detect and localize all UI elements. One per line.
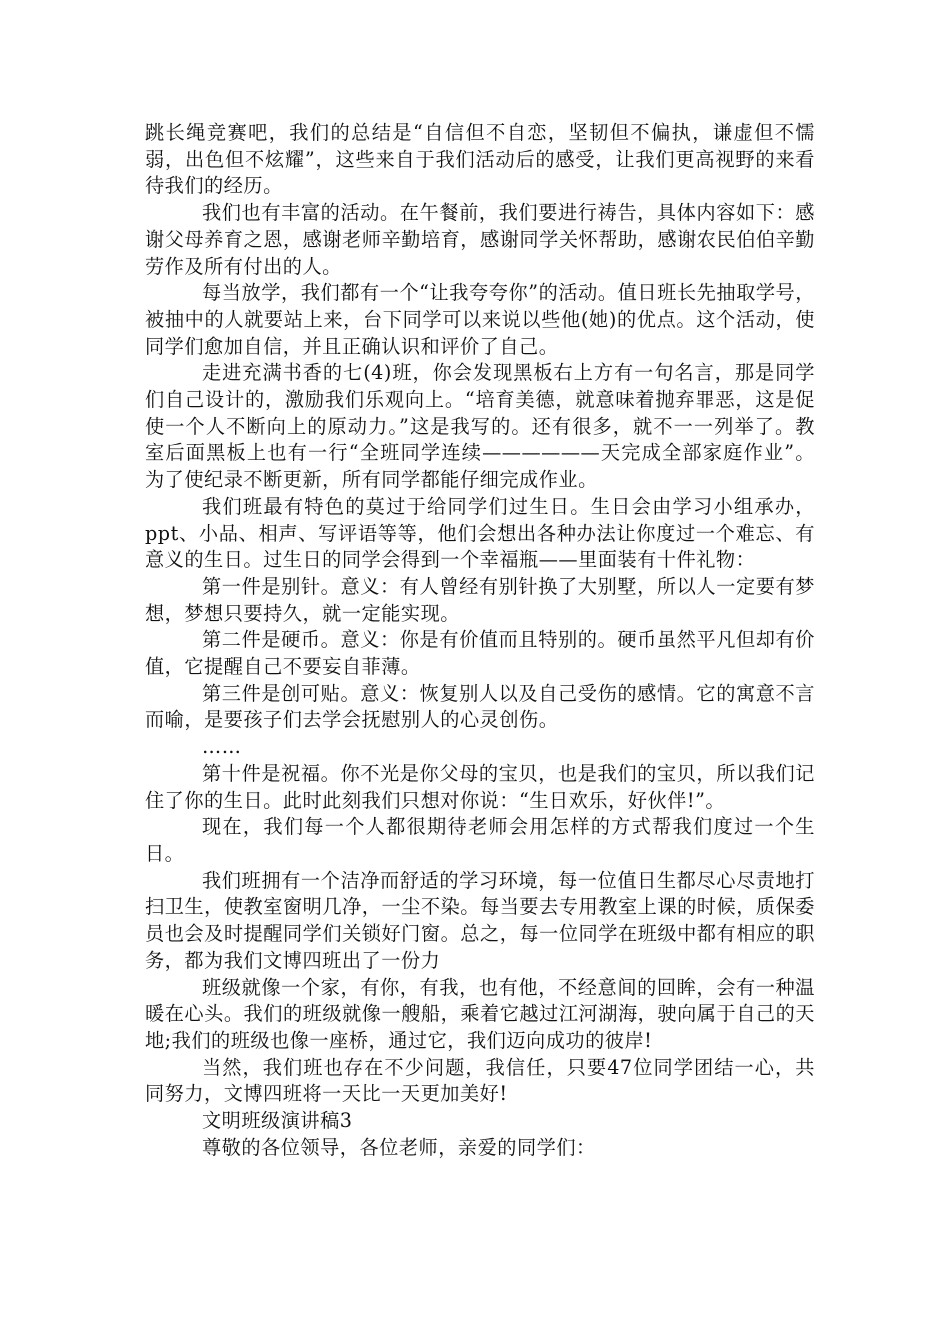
paragraph: 当然，我们班也存在不少问题，我信任，只要47位同学团结一心，共同努力，文博四班将一天比一天更加美好! xyxy=(145,1055,815,1106)
paragraph: 现在，我们每一个人都很期待老师会用怎样的方式帮我们度过一个生日。 xyxy=(145,815,815,865)
paragraph: 第一件是别针。意义：有人曾经有别针换了大别墅，所以人一定要有梦想，梦想只要持久，就一定能实现。 xyxy=(145,574,815,625)
paragraph: 我们也有丰富的活动。在午餐前，我们要进行祷告，具体内容如下：感谢父母养育之恩，感谢老师辛勤培育，感谢同学关怀帮助，感谢农民伯伯辛勤劳作及所有付出的人。 xyxy=(145,201,815,278)
paragraph: 我们班最有特色的莫过于给同学们过生日。生日会由学习小组承办，ppt、小品、相声、写评语等等，他们会想出各种办法让你度过一个难忘、有意义的生日。过生日的同学会得到一个幸福瓶——里面装有十件礼物： xyxy=(145,494,815,572)
paragraph: 我们班拥有一个洁净而舒适的学习环境，每一位值日生都尽心尽责地打扫卫生，使教室窗明几净，一尘不染。每当要去专用教室上课的时候，质保委员也会及时提醒同学们关锁好门窗。总之，每一位同学在班级中都有相应的职务，都为我们文博四班出了一份力 xyxy=(145,868,815,972)
paragraph: 走进充满书香的七(4)班，你会发现黑板右上方有一句名言，那是同学们自己设计的，激励我们乐观向上。“培育美德，就意味着抛弃罪恶，这是促使一个人不断向上的原动力。”这是我写的。还有很多，就不一一列举了。教室后面黑板上也有一行“全班同学连续——————天完成全部家庭作业”。为了使纪录不断更新，所有同学都能仔细完成作业。 xyxy=(145,361,815,492)
paragraph: 班级就像一个家，有你，有我，也有他，不经意间的回眸，会有一种温暖在心头。我们的班级就像一艘船，乘着它越过江河湖海，驶向属于自己的天地;我们的班级也像一座桥，通过它，我们迈向成功的彼岸! xyxy=(145,975,815,1052)
paragraph-ellipsis: …… xyxy=(202,735,242,759)
paragraph: 第十件是祝福。你不光是你父母的宝贝，也是我们的宝贝，所以我们记住了你的生日。此时此刻我们只想对你说：“生日欢乐，好伙伴!”。 xyxy=(145,761,815,812)
section-heading: 文明班级演讲稿3 xyxy=(202,1109,353,1133)
salutation: 尊敬的各位领导，各位老师，亲爱的同学们： xyxy=(202,1135,596,1159)
paragraph: 第二件是硬币。意义：你是有价值而且特别的。硬币虽然平凡但却有价值，它提醒自己不要妄自菲薄。 xyxy=(145,628,815,679)
paragraph: 每当放学，我们都有一个“让我夸夸你”的活动。值日班长先抽取学号，被抽中的人就要站上来，台下同学可以来说以些他(她)的优点。这个活动，使同学们愈加自信，并且正确认识和评价了自己。 xyxy=(145,281,815,358)
document-body xyxy=(145,120,815,1161)
paragraph: 第三件是创可贴。意义：恢复别人以及自己受伤的感情。它的寓意不言而喻，是要孩子们去学会抚慰别人的心灵创伤。 xyxy=(145,681,815,732)
paragraph: 跳长绳竞赛吧，我们的总结是“自信但不自恋，坚韧但不偏执，谦虚但不懦弱，出色但不炫耀”，这些来自于我们活动后的感受，让我们更高视野的来看待我们的经历。 xyxy=(145,121,815,198)
